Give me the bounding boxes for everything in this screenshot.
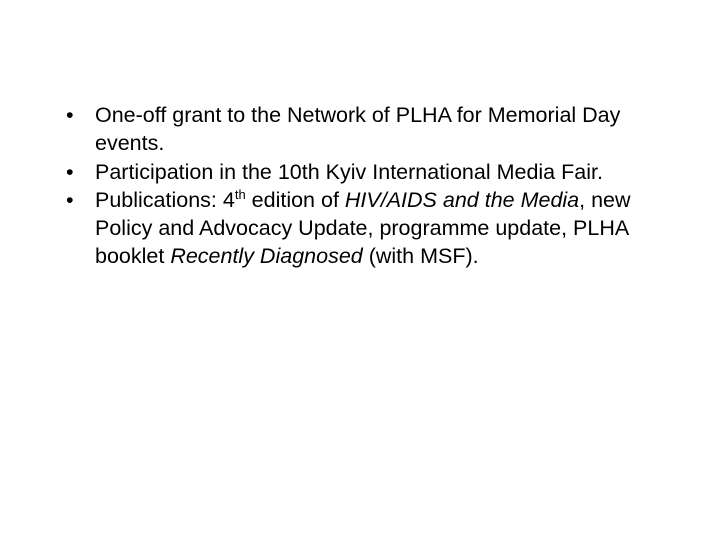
publications-text-part: Publications: 4 — [95, 187, 235, 212]
publications-text-part: , new Policy and Advocacy Update, programme update, PLHA booklet — [95, 187, 631, 269]
bullet-text-grant: One-off grant to the Network of PLHA for Memorial Day events. — [95, 103, 621, 156]
bullet-list — [66, 101, 686, 271]
bullet-item-publications — [66, 186, 686, 271]
ordinal-suffix: th — [234, 186, 246, 202]
bullet-marker: • — [66, 103, 74, 127]
publications-text-part: edition of — [245, 187, 345, 212]
bullet-item-grant — [66, 101, 686, 158]
bullet-marker: • — [66, 159, 74, 184]
bullet-text-publications — [95, 188, 631, 269]
publication-title-recently-diagnosed: Recently Diagnosed — [170, 244, 363, 269]
publications-text-part: (with MSF). — [362, 244, 479, 269]
bullet-item-media-fair — [66, 158, 686, 186]
bullet-text-media-fair: Participation in the 10th Kyiv International Media Fair. — [95, 159, 603, 184]
publication-title-hiv-aids-media: HIV/AIDS and the Media — [344, 187, 580, 212]
bullet-marker: • — [66, 187, 74, 212]
